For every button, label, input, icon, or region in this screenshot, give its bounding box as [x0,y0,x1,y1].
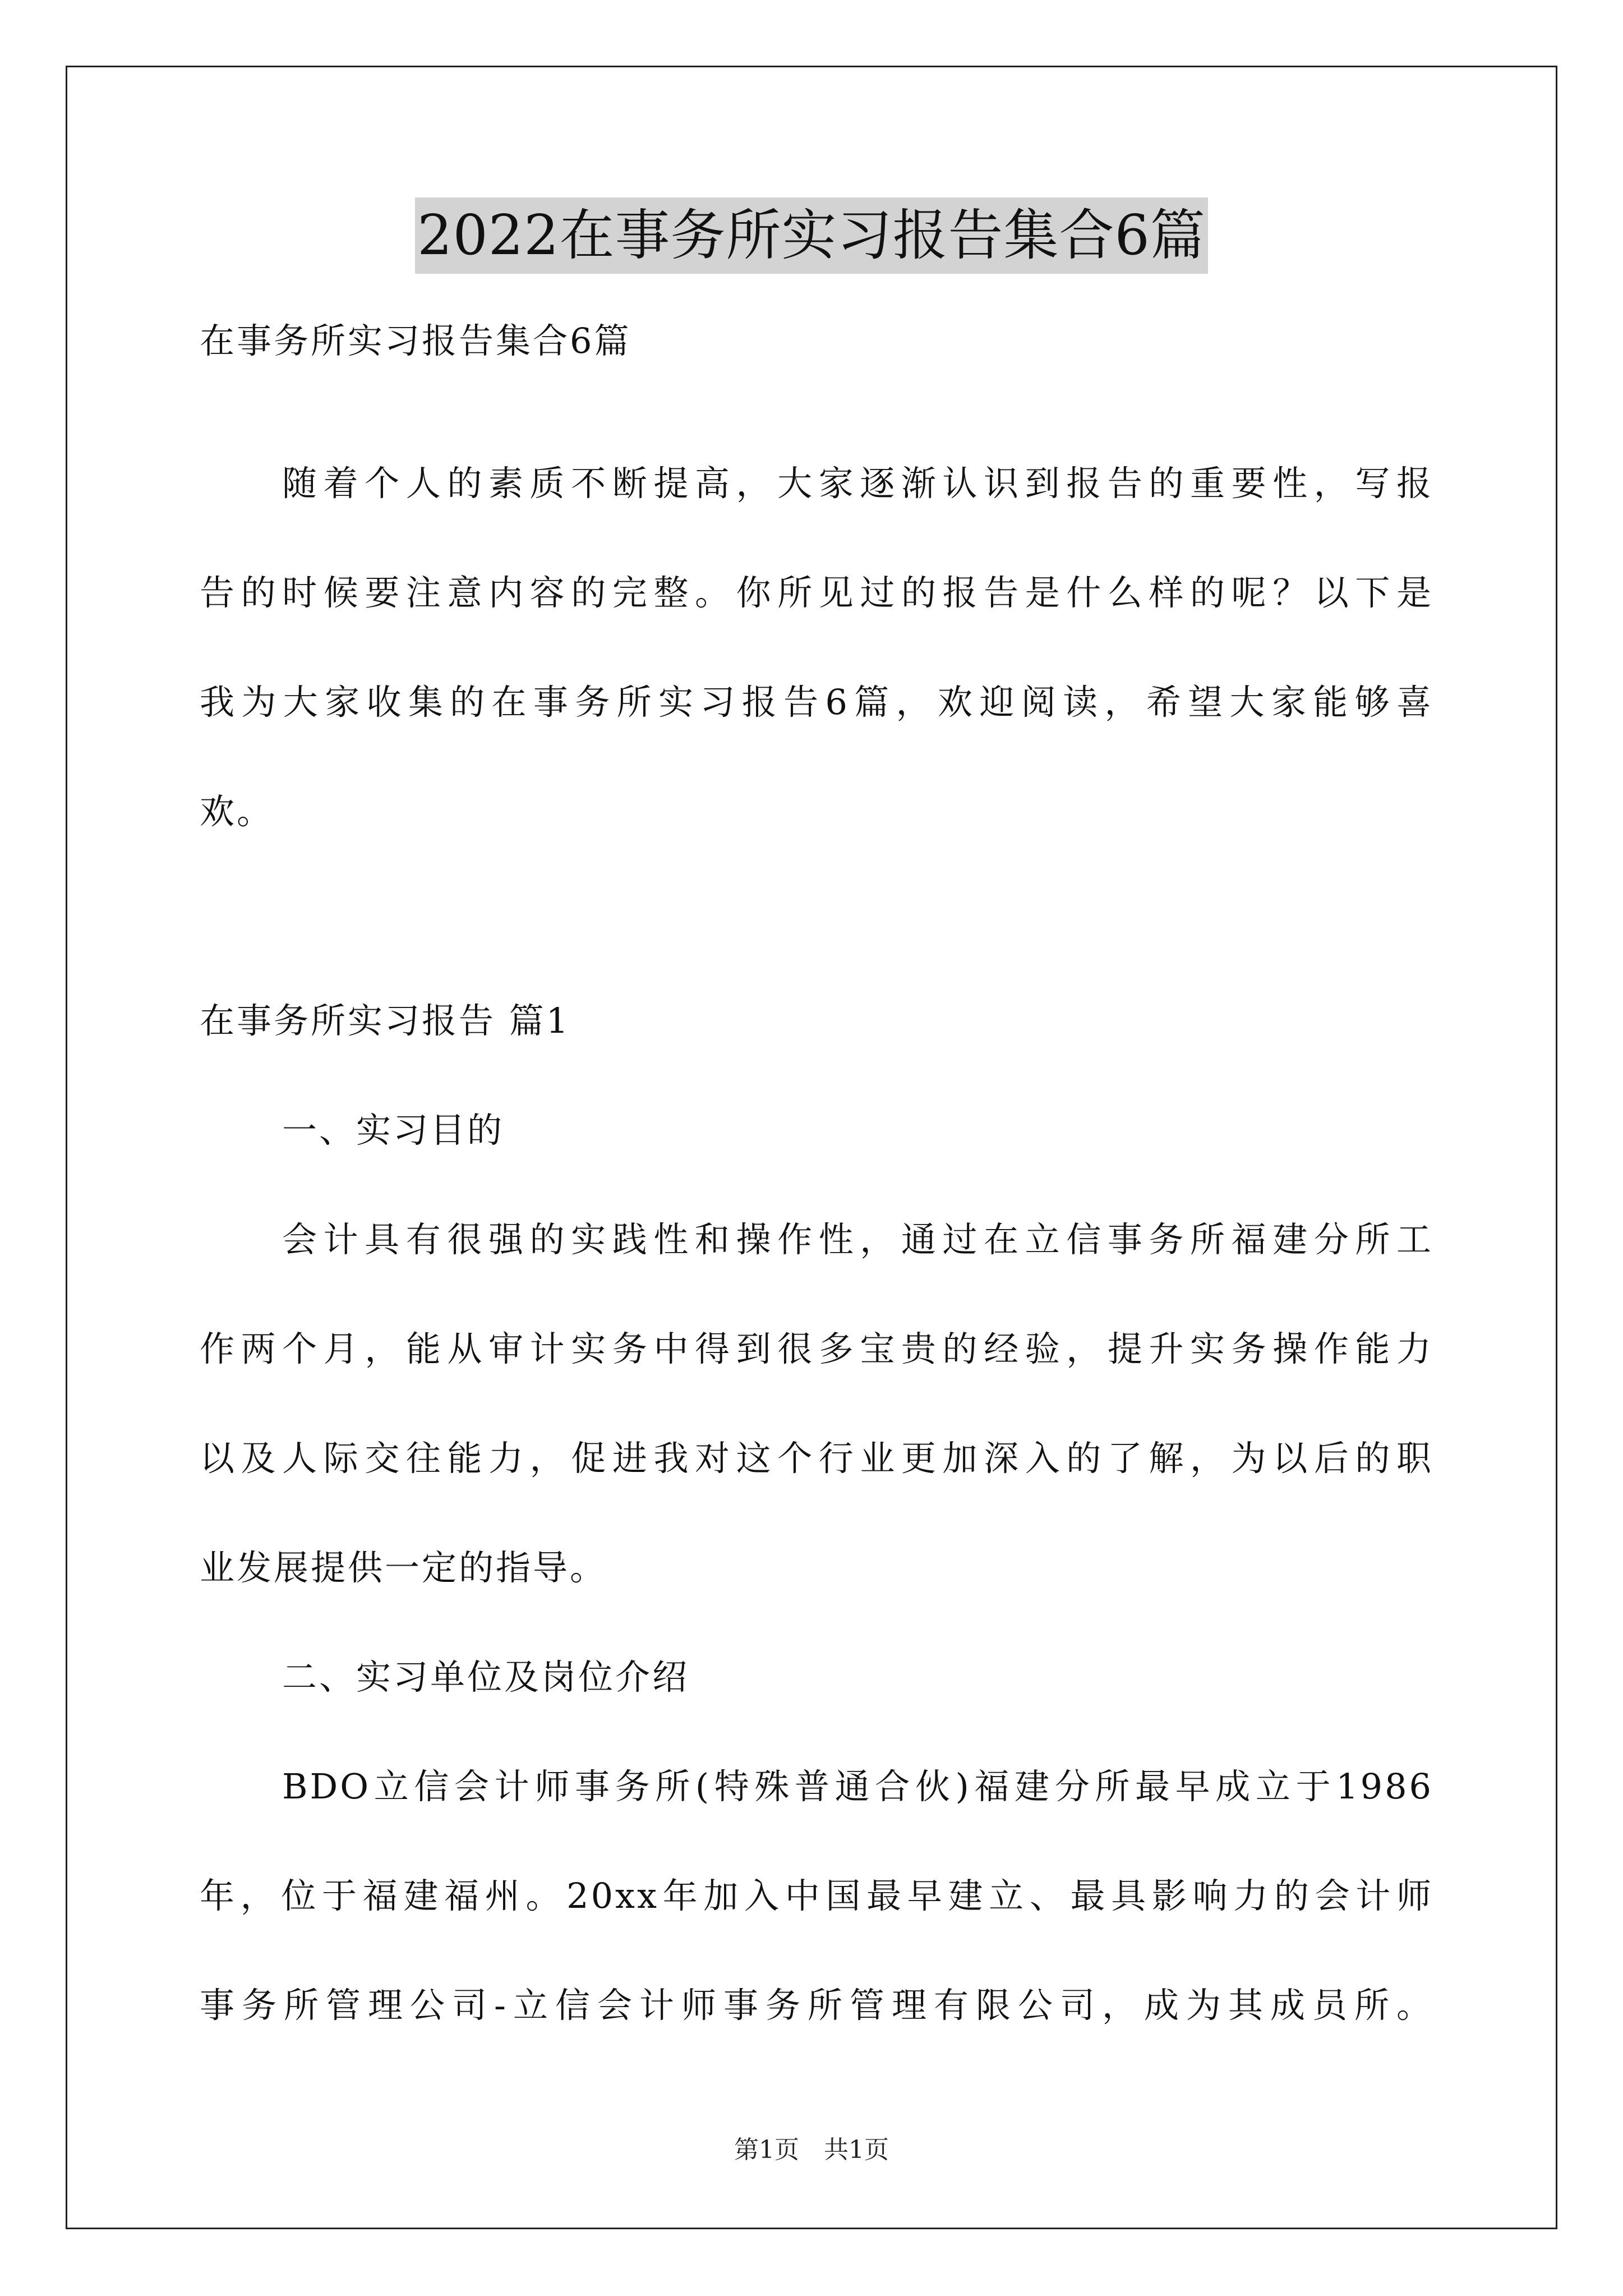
purpose-line-3: 以及人际交往能力，促进我对这个行业更加深入的了解，为以后的职 [200,1438,1433,1479]
document-title: 2022在事务所实习报告集合6篇 [415,197,1208,274]
purpose-line-2: 作两个月，能从审计实务中得到很多宝贵的经验，提升实务操作能力 [200,1328,1433,1369]
purpose-heading: 一、实习目的 [282,1110,505,1151]
intro-line-2: 告的时候要注意内容的完整。你所见过的报告是什么样的呢？以下是 [200,572,1433,613]
page-footer: 第1页 共1页 [734,2136,889,2164]
unit-line-2: 年，位于福建福州。20xx年加入中国最早建立、最具影响力的会计师 [200,1875,1433,1916]
purpose-line-1: 会计具有很强的实践性和操作性，通过在立信事务所福建分所工 [282,1219,1433,1260]
unit-line-1: BDO立信会计师事务所(特殊普通合伙)福建分所最早成立于1986 [282,1766,1433,1807]
title-container [0,197,1623,274]
document-subtitle: 在事务所实习报告集合6篇 [200,320,631,361]
intro-line-4: 欢。 [200,791,274,832]
unit-heading: 二、实习单位及岗位介绍 [282,1657,690,1697]
intro-line-1: 随着个人的素质不断提高，大家逐渐认识到报告的重要性，写报 [282,463,1433,504]
section-heading-1: 在事务所实习报告 篇1 [200,1000,571,1041]
intro-line-3: 我为大家收集的在事务所实习报告6篇，欢迎阅读，希望大家能够喜 [200,682,1433,723]
unit-line-3: 事务所管理公司-立信会计师事务所管理有限公司，成为其成员所。 [200,1985,1433,2026]
purpose-line-4: 业发展提供一定的指导。 [200,1547,607,1588]
